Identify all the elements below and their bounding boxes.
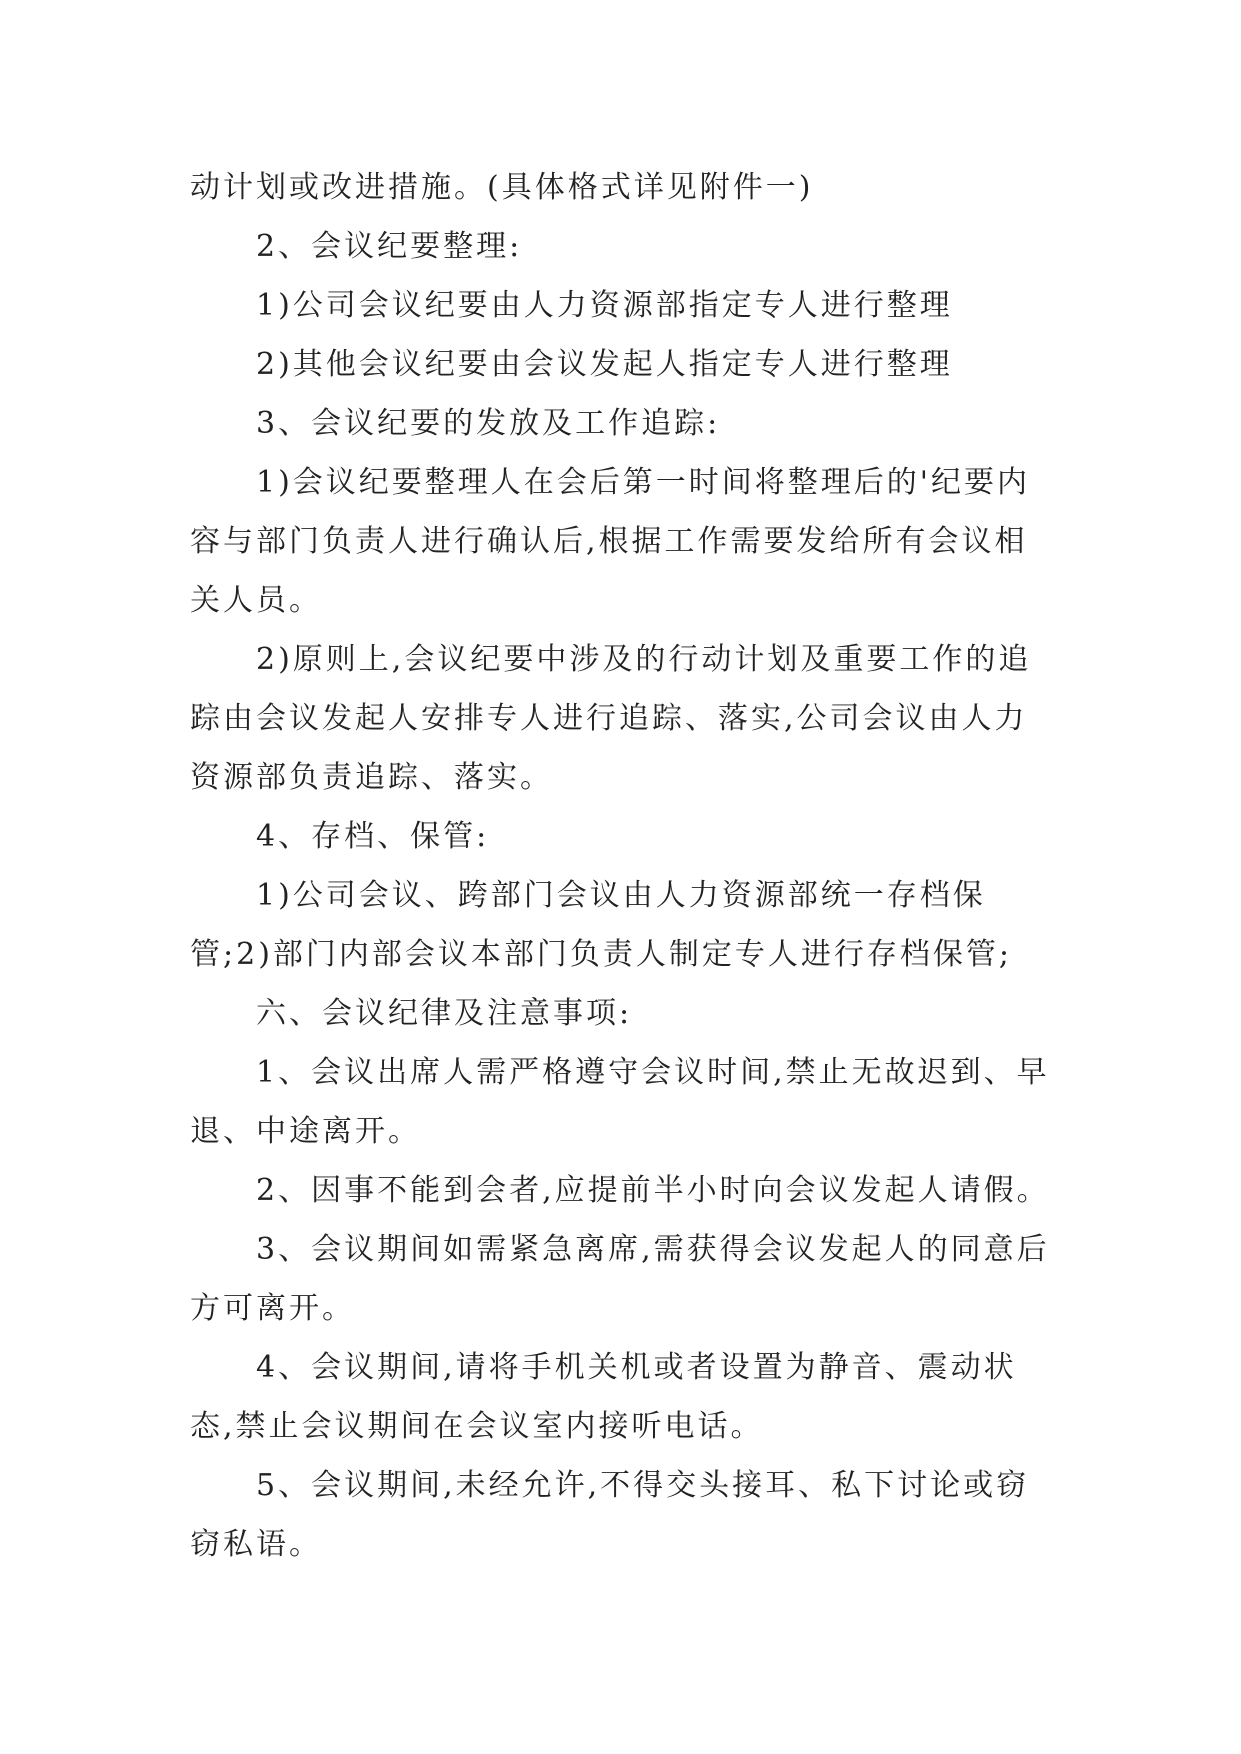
document-body <box>190 158 1060 1574</box>
paragraph-minutes-confirmation: 1)会议纪要整理人在会后第一时间将整理后的'纪要内容与部门负责人进行确认后,根据工作需要发给所有会议相关人员。 <box>190 465 1031 618</box>
paragraph-rule-2: 2、因事不能到会者,应提前半小时向会议发起人请假。 <box>256 1173 1050 1208</box>
paragraph-rule-3: 3、会议期间如需紧急离席,需获得会议发起人的同意后方可离开。 <box>190 1232 1050 1326</box>
heading-archive: 4、存档、保管: <box>256 819 490 854</box>
paragraph-rule-4: 4、会议期间,请将手机关机或者设置为静音、震动状态,禁止会议期间在会议室内接听电话。 <box>190 1350 1017 1444</box>
paragraph-rule-5: 5、会议期间,未经允许,不得交头接耳、私下讨论或窃窃私语。 <box>190 1468 1030 1562</box>
paragraph-other-minutes: 2)其他会议纪要由会议发起人指定专人进行整理 <box>256 347 953 382</box>
paragraph-action-plan: 动计划或改进措施。(具体格式详见附件一) <box>190 170 814 205</box>
paragraph-company-minutes: 1)公司会议纪要由人力资源部指定专人进行整理 <box>256 288 953 323</box>
paragraph-tracking-principle: 2)原则上,会议纪要中涉及的行动计划及重要工作的追踪由会议发起人安排专人进行追踪、落实,公司会议由人力资源部负责追踪、落实。 <box>190 642 1032 795</box>
heading-minutes-organize: 2、会议纪要整理: <box>256 229 523 264</box>
heading-meeting-discipline: 六、会议纪律及注意事项: <box>256 996 633 1031</box>
heading-minutes-distribution: 3、会议纪要的发放及工作追踪: <box>256 406 721 441</box>
paragraph-archive-rules: 1)公司会议、跨部门会议由人力资源部统一存档保管;2)部门内部会议本部门负责人制定专人进行存档保管; <box>190 878 1013 972</box>
paragraph-rule-1: 1、会议出席人需严格遵守会议时间,禁止无故迟到、早退、中途离开。 <box>190 1055 1050 1149</box>
